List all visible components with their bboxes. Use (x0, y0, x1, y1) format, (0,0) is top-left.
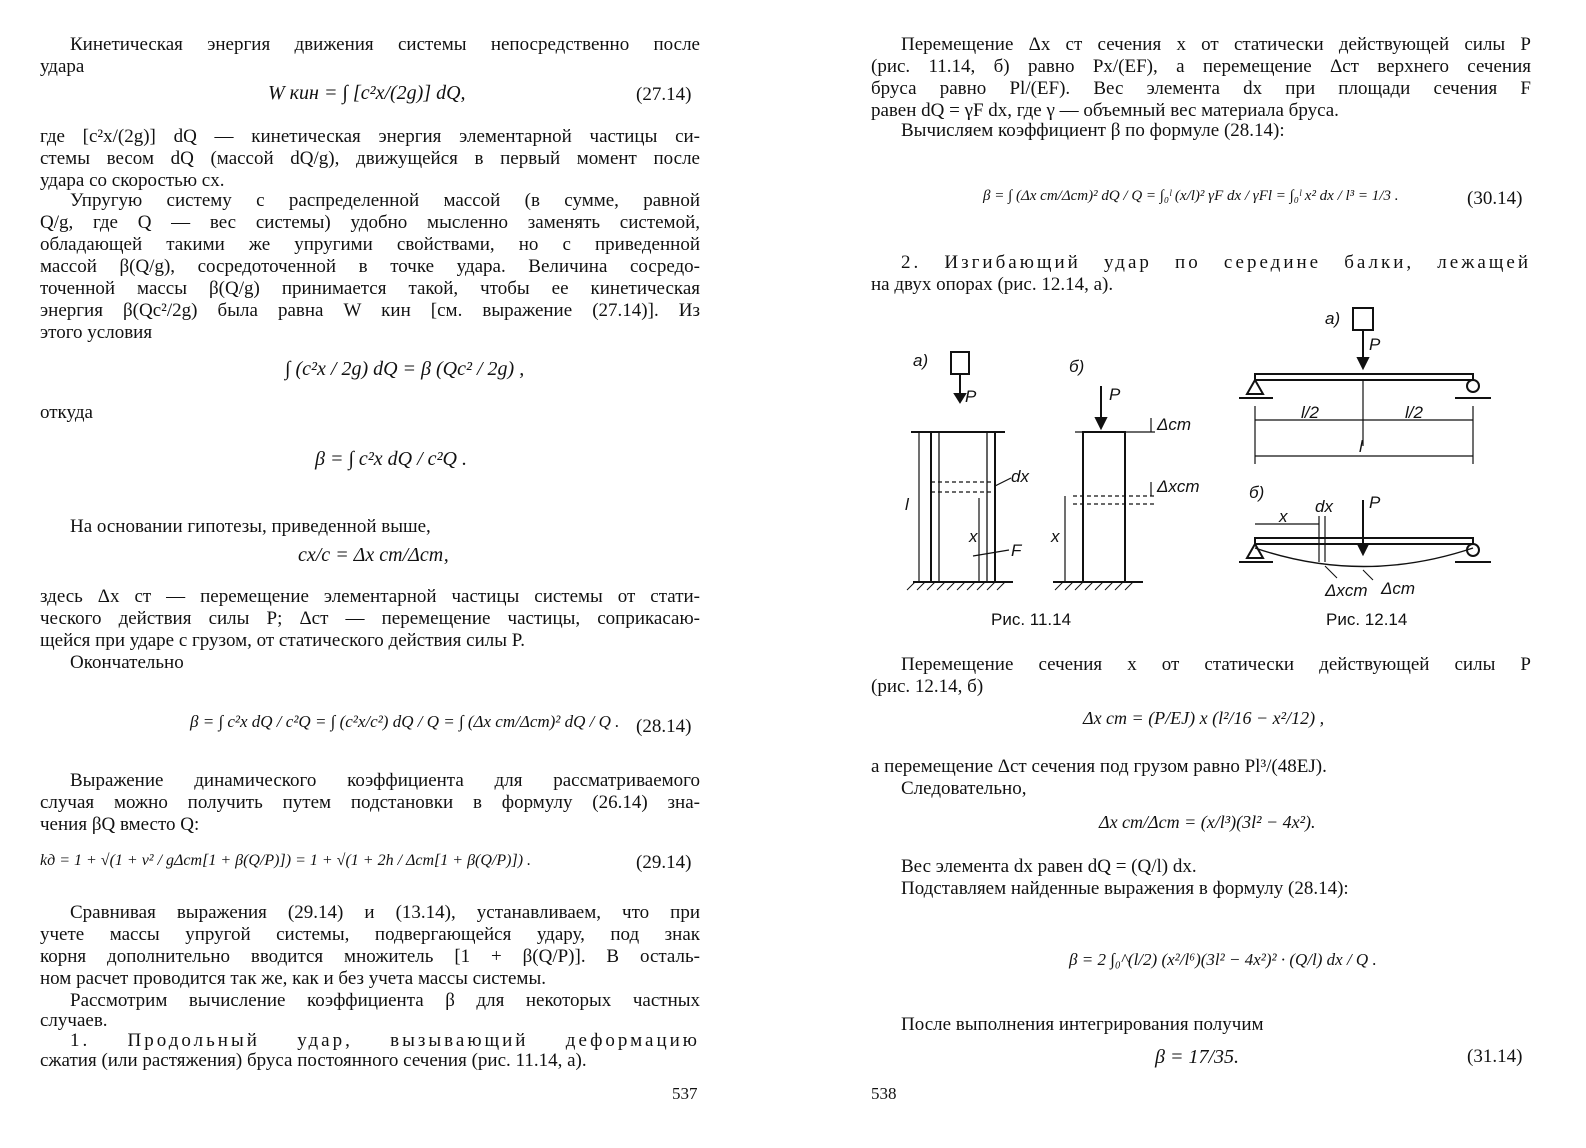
formula-hypothesis: cx/c = Δx ст/Δст, (298, 544, 449, 566)
text-line: массой β(Q/g), сосредоточенной в точке удара. Величина сосредо- (40, 256, 700, 277)
text-line: точенной массы β(Q/g) принимается такой, чтобы ее кинетическая (40, 278, 700, 299)
text-line: Перемещение Δx ст сечения x от статически действующей силы P (901, 34, 1531, 55)
text-line: а перемещение Δст сечения под грузом равно Pl³/(48EJ). (871, 756, 1327, 777)
page-number: 537 (672, 1084, 698, 1103)
label-delta-xst: Δxст (1325, 581, 1368, 600)
right-page (793, 0, 1586, 1148)
label-b: б) (1249, 483, 1265, 502)
text-line: удара (40, 56, 85, 77)
text-line: обладающей такими же упругими свойствами, но с приведенной (40, 234, 700, 255)
text-line: Рассмотрим вычисление коэффициента β для некоторых частных (70, 990, 700, 1011)
formula-30-14: β = ∫ (Δx ст/Δст)² dQ / Q = ∫₀ˡ (x/l)² γF dx / γFl = ∫₀ˡ x² dx / l³ = 1/3 . (983, 188, 1399, 204)
text-line: откуда (40, 402, 93, 423)
equation-number: (30.14) (1467, 188, 1523, 209)
label-delta-st: Δст (1381, 579, 1416, 598)
formula-27-14: W кин = ∫ [c²x/(2g)] dQ, (268, 82, 466, 104)
weight-block (1353, 308, 1373, 330)
equation-number: (29.14) (636, 852, 692, 873)
label-P: P (1369, 335, 1381, 354)
text-line: стемы весом dQ (массой dQ/g), движущейся в первый момент после (40, 148, 700, 169)
formula-displacement: Δx ст = (P/EJ) x (l²/16 − x²/12) , (1083, 708, 1325, 728)
text-line: здесь Δx ст — перемещение элементарной частицы системы от стати- (40, 586, 700, 607)
label-delta-st: Δст (1157, 415, 1192, 434)
formula-condition: ∫ (c²x / 2g) dQ = β (Qc² / 2g) , (285, 358, 525, 380)
text-line: После выполнения интегрирования получим (901, 1014, 1264, 1035)
formula-28-14: β = ∫ c²x dQ / c²Q = ∫ (c²x/c²) dQ / Q = ∫ (Δx ст/Δст)² dQ / Q . (190, 712, 620, 731)
formula-29-14: kд = 1 + √(1 + v² / gΔст[1 + β(Q/P)]) = 1 + √(1 + 2h / Δст[1 + β(Q/P)]) . (40, 852, 532, 869)
equation-number: (31.14) (1467, 1046, 1523, 1067)
text-line: щейся при ударе с грузом, от статического действия силы P. (40, 630, 525, 651)
text-line: чения βQ вместо Q: (40, 814, 200, 835)
text-line: учете массы упругой системы, подвергающейся удару, под знак (40, 924, 700, 945)
formula-beta-1: β = ∫ c²x dQ / c²Q . (315, 448, 468, 470)
label-P: P (1369, 493, 1381, 512)
text-line: Подставляем найденные выражения в формулу (28.14): (901, 878, 1349, 899)
text-line: Кинетическая энергия движения системы непосредственно после (70, 34, 700, 55)
figure-caption: Рис. 11.14 (991, 610, 1072, 629)
text-line: на двух опорах (рис. 12.14, а). (871, 274, 1114, 295)
text-line: Упругую систему с распределенной массой (в сумме, равной (70, 190, 700, 211)
label-x: x (1279, 507, 1288, 526)
text-line: На основании гипотезы, приведенной выше, (70, 516, 431, 537)
text-line: ческого действия силы P; Δст — перемещение частицы, соприкасаю- (40, 608, 700, 629)
section-heading: 1. Продольный удар, вызывающий деформацию (70, 1030, 700, 1051)
label-a: а) (913, 351, 929, 370)
formula-ratio: Δx ст/Δст = (x/l³)(3l² − 4x²). (1099, 812, 1316, 832)
text-line: где [c²x/(2g)] dQ — кинетическая энергия элементарной частицы си- (40, 126, 700, 147)
label-half: l/2 (1405, 403, 1423, 422)
text-line: Сравнивая выражения (29.14) и (13.14), устанавливаем, что при (70, 902, 700, 923)
label-P: P (1109, 385, 1121, 404)
page-number: 538 (871, 1084, 897, 1103)
label-l: l (1359, 437, 1363, 456)
label-F: F (1011, 541, 1022, 560)
figure-12-14 (1233, 300, 1503, 610)
text-line: энергия β(Qc²/2g) была равна W кин [см. выражение (27.14)]. Из (40, 300, 700, 321)
label-x: x (969, 527, 978, 546)
label-delta-xst: Δxст (1157, 477, 1200, 496)
text-line: удара со скоростью cx. (40, 170, 225, 191)
label-x: x (1051, 527, 1060, 546)
label-a: а) (1325, 309, 1341, 328)
section-heading: 2. Изгибающий удар по середине балки, лежащей (901, 252, 1531, 273)
label-P: P (965, 387, 977, 406)
weight-block-a (951, 352, 969, 374)
text-line: Вычисляем коэффициент β по формуле (28.14): (901, 120, 1285, 141)
label-half: l/2 (1301, 403, 1319, 422)
text-line: Q/g, где Q — вес системы) удобно мысленно заменять системой, (40, 212, 700, 233)
text-line: Выражение динамического коэффициента для рассматриваемого (70, 770, 700, 791)
label-dx: dx (1011, 467, 1029, 486)
text-line: бруса равно Pl/(EF). Вес элемента dx при площади сечения F (871, 78, 1531, 99)
label-l: l (905, 495, 909, 514)
text-line: Следовательно, (901, 778, 1027, 799)
figure-caption: Рис. 12.14 (1326, 610, 1408, 629)
text-line: сжатия (или растяжения) бруса постоянного сечения (рис. 11.14, а). (40, 1050, 587, 1071)
text-line: Окончательно (70, 652, 184, 673)
text-line: (рис. 11.14, б) равно Px/(EF), а перемещение Δст верхнего сечения (871, 56, 1531, 77)
text-line: случая можно получить путем подстановки в формулу (26.14) зна- (40, 792, 700, 813)
text-line: Перемещение сечения x от статически действующей силы P (901, 654, 1531, 675)
equation-number: (28.14) (636, 716, 692, 737)
label-b: б) (1069, 357, 1085, 376)
text-line: корня дополнительно вводится множитель [1 + β(Q/P)]. В осталь- (40, 946, 700, 967)
text-line: ном расчет проводится так же, как и без учета массы системы. (40, 968, 546, 989)
label-dx: dx (1315, 497, 1333, 516)
text-line: (рис. 12.14, б) (871, 676, 984, 697)
text-line: этого условия (40, 322, 153, 343)
text-line: Вес элемента dx равен dQ = (Q/l) dx. (901, 856, 1197, 877)
figure-11-14 (893, 310, 1213, 630)
text-line: случаев. (40, 1010, 108, 1031)
formula-31-14: β = 17/35. (1155, 1046, 1240, 1068)
text-line: равен dQ = γF dx, где γ — объемный вес материала бруса. (871, 100, 1339, 121)
equation-number: (27.14) (636, 84, 692, 105)
formula-beta-2: β = 2 ∫₀^(l/2) (x²/l⁶)(3l² − 4x²)² · (Q/l) dx / Q . (1069, 950, 1377, 969)
